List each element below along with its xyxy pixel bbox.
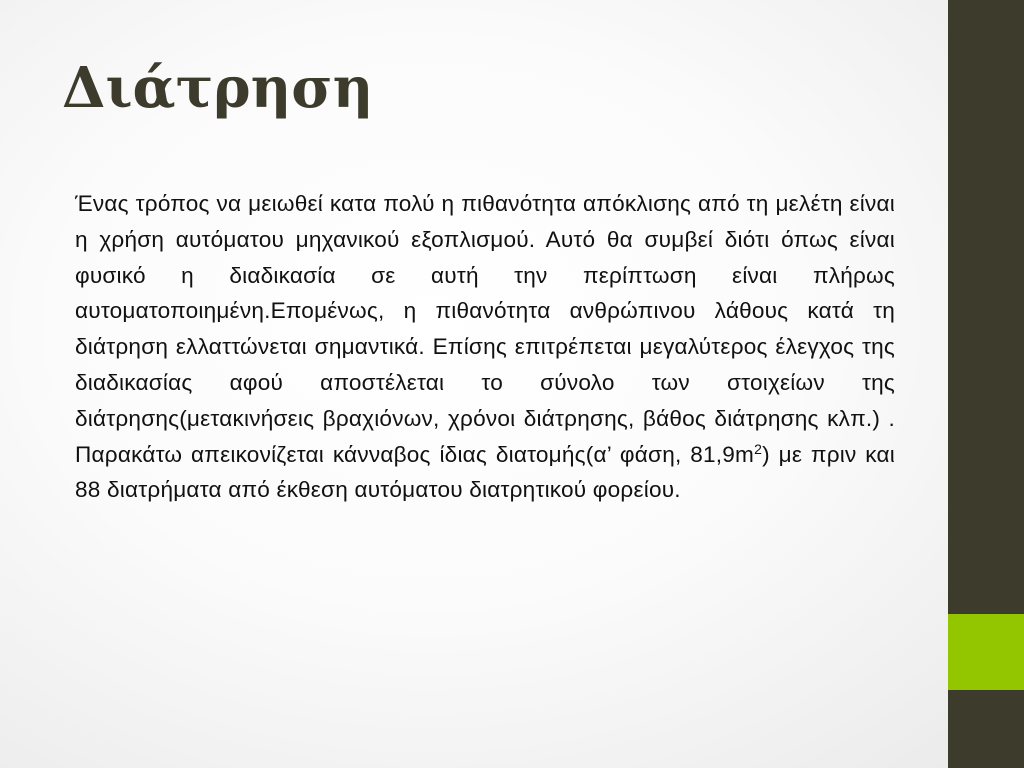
body-end-text: ) με πριν και 88 διατρήματα από έκθεση αυτόματου διατρητικού φορείου. (75, 441, 896, 503)
body-main-text: Ένας τρόπος να μειωθεί κατα πολύ η πιθανότητα απόκλισης από τη μελέτη είναι η χρήση αυτόματου μηχανικού εξοπλισμού. Αυτό θα συμβεί διότι όπως είναι φυσικό η διαδικασία σε αυτή την περίπτωση είναι πλήρως αυτοματοποιημένη.Επομένως, η πιθανότητα ανθρώπινου λάθους κατά τη διάτρηση ελλαττώνεται σημαντικά. Επίσης επιτρέπεται μεγαλύτερος έλεγχος της διαδικασίας αφού αποστέλεται το σύνολο των στοιχείων της διάτρησης(μετακινήσεις βραχιόνων, χρόνοι διάτρησης, βάθος διάτρησης κλπ.) . Παρακάτω απεικονίζεται κάνναβος ίδιας διατομής(α’ φάση, 81,9m (75, 191, 895, 467)
slide-body-text (75, 186, 895, 508)
sidebar-accent-block (948, 614, 1024, 690)
body-superscript: 2 (754, 440, 763, 457)
slide-title: Διάτρηση (62, 55, 374, 121)
